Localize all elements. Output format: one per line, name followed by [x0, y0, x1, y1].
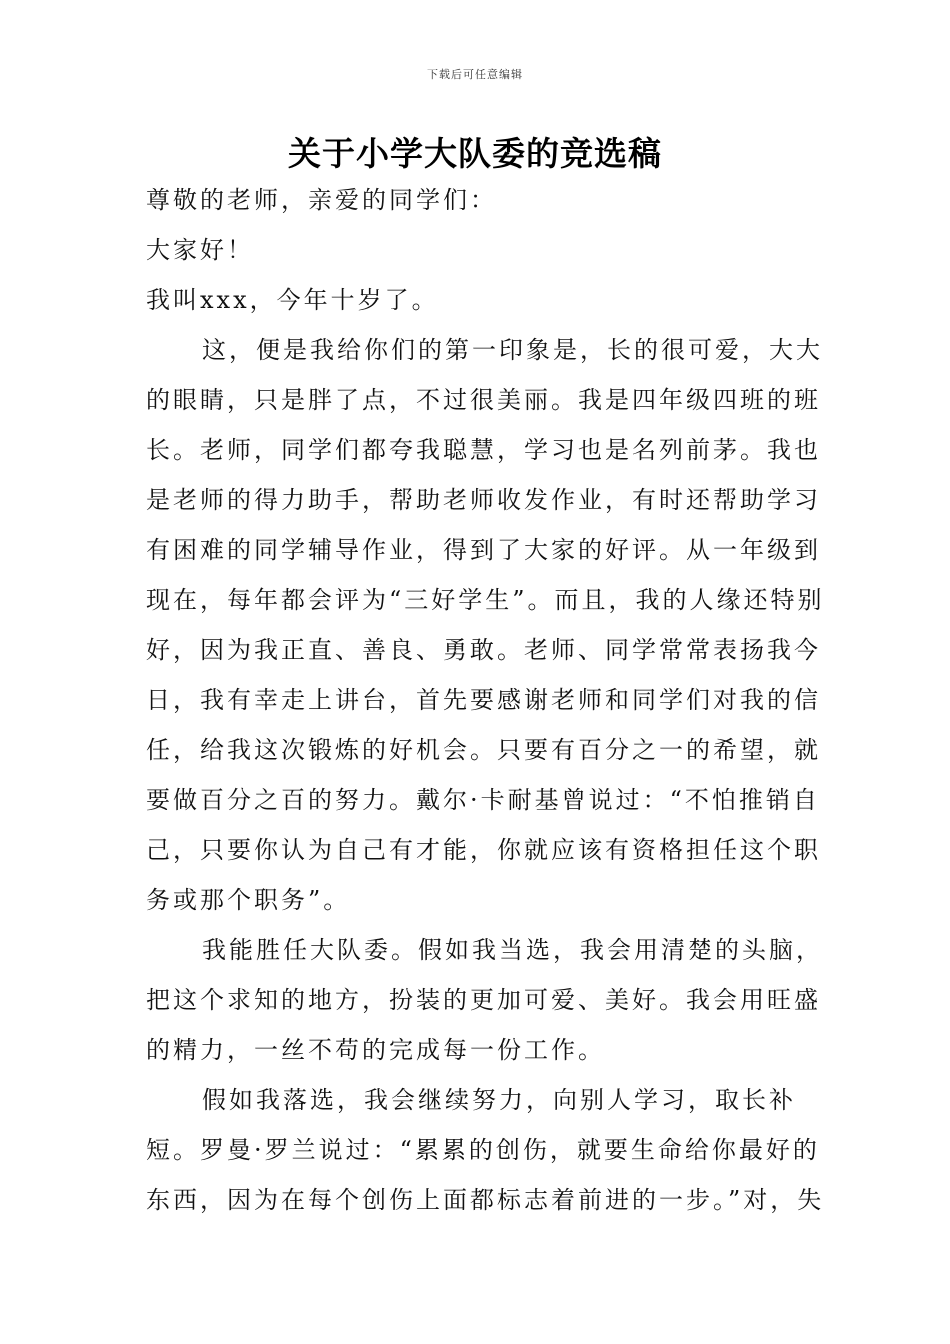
salutation: 尊敬的老师，亲爱的同学们：	[146, 186, 497, 214]
paragraph-if-elected: 我能胜任大队委。假如我当选，我会用清楚的头脑，把这个求知的地方，扮装的更加可爱、美好。我会用旺盛的精力，一丝不苟的完成每一份工作。	[146, 936, 823, 1064]
header-note: 下载后可任意编辑	[427, 68, 523, 81]
paragraph-if-not-elected: 假如我落选，我会继续努力，向别人学习，取长补短。罗曼·罗兰说过：“累累的创伤，就要生命给你最好的东西，因为在每个创伤上面都标志着前进的一步。”对，失	[146, 1086, 825, 1214]
greeting: 大家好！	[146, 236, 254, 264]
paragraph-self-introduction: 这，便是我给你们的第一印象是，长的很可爱，大大的眼睛，只是胖了点，不过很美丽。我是四年级四班的班长。老师，同学们都夸我聪慧，学习也是名列前茅。我也是老师的得力助手，帮助老师收发作业，有时还帮助学习有困难的同学辅导作业，得到了大家的好评。从一年级到现在，每年都会评为“三好学生”。而且，我的人缘还特别好，因为我正直、善良、勇敢。老师、同学常常表扬我今日，我有幸走上讲台，首先要感谢老师和同学们对我的信任，给我这次锻炼的好机会。只要有百分之一的希望，就要做百分之百的努力。戴尔·卡耐基曾说过：“不怕推销自己，只要你认为自己有才能，你就应该有资格担任这个职务或那个职务”。	[146, 336, 825, 914]
document-body	[146, 175, 826, 1225]
document-title: 关于小学大队委的竞选稿	[288, 134, 662, 173]
intro-line: 我叫xxx，今年十岁了。	[146, 286, 439, 314]
